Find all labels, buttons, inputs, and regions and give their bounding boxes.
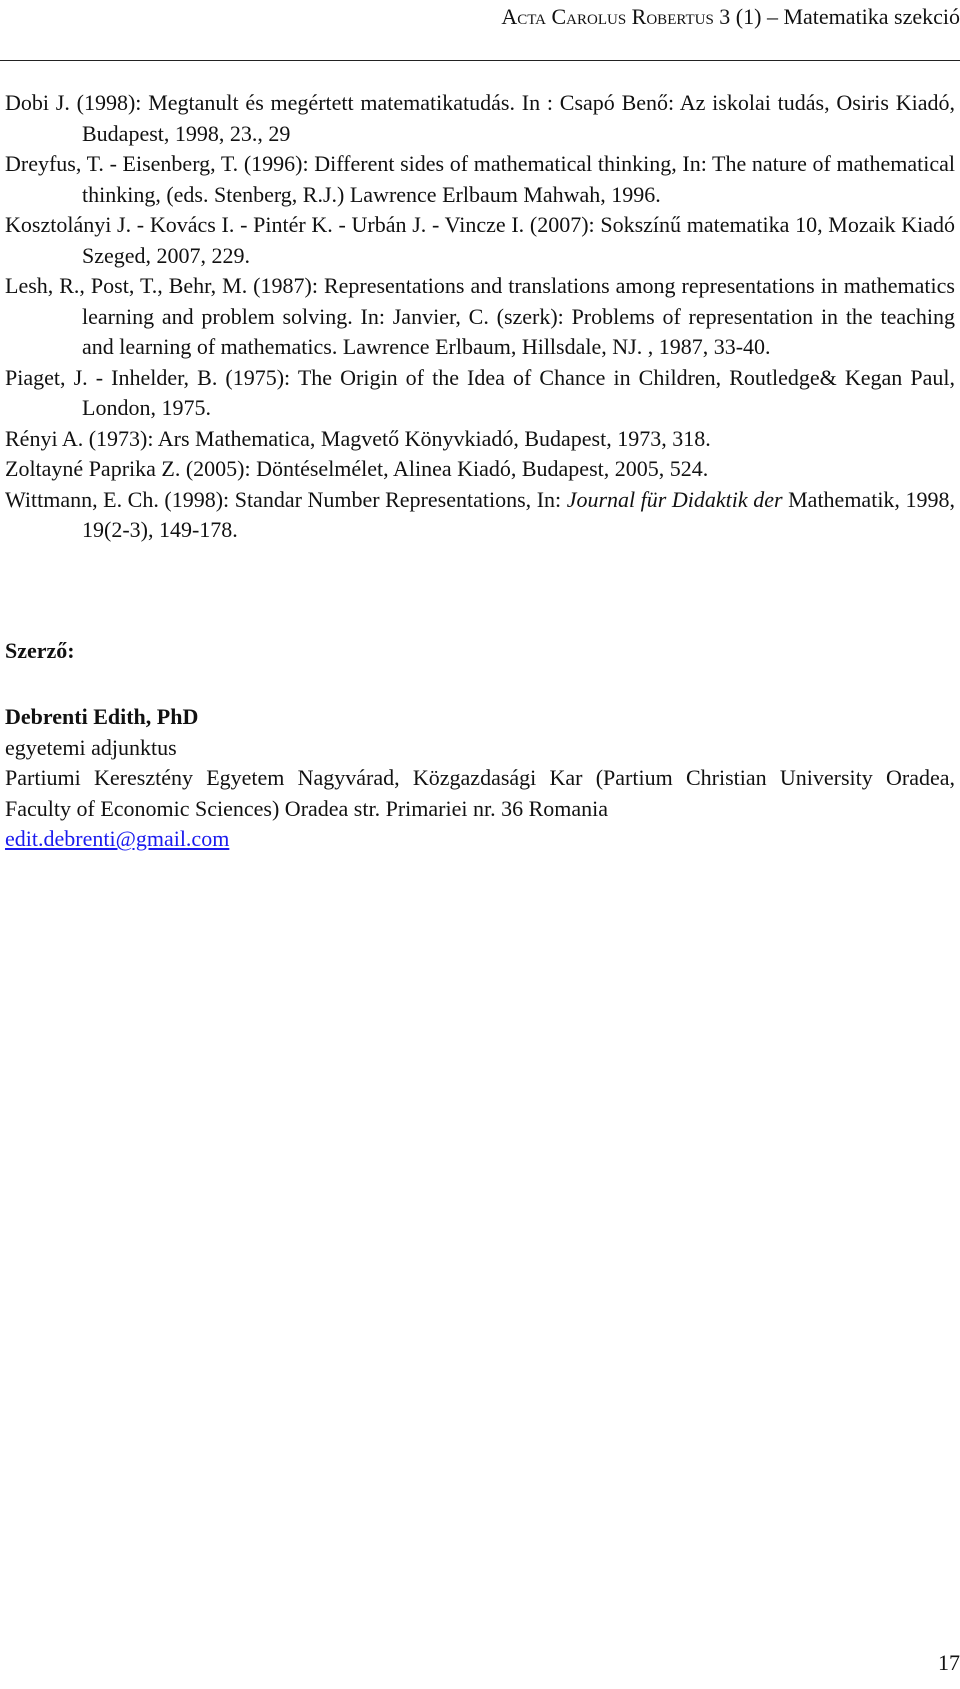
journal-name: Acta Carolus Robertus 3 (1) — [501, 4, 762, 29]
author-affiliation: Partiumi Keresztény Egyetem Nagyvárad, Közgazdasági Kar (Partium Christian University Oradea, Faculty of Economic Sciences) Oradea str. Primariei nr. 36 Romania — [5, 765, 955, 821]
reference-text: Wittmann, E. Ch. (1998): Standar Number Representations, In: — [5, 486, 567, 512]
header-title — [501, 4, 960, 30]
reference-list — [5, 88, 955, 546]
reference-item: Dreyfus, T. - Eisenberg, T. (1996): Different sides of mathematical thinking, In: The nature of mathematical thinking, (eds. Stenberg, R.J.) Lawrence Erlbaum Mahwah, 1996. — [5, 151, 955, 207]
author-name: Debrenti Edith, PhD — [5, 704, 199, 729]
section-name: Matematika szekció — [783, 4, 960, 29]
reference-item: Kosztolányi J. - Kovács I. - Pintér K. - Urbán J. - Vincze I. (2007): Sokszínű matematika 10, Mozaik Kiadó Szeged, 2007, 229. — [5, 212, 955, 268]
reference-item: Zoltayné Paprika Z. (2005): Döntéselmélet, Alinea Kiadó, Budapest, 2005, 524. — [5, 456, 709, 481]
author-heading: Szerző: — [5, 638, 75, 663]
author-block — [5, 702, 955, 855]
header-rule — [0, 60, 960, 61]
reference-item: Dobi J. (1998): Megtanult és megértett matematikatudás. In : Csapó Benő: Az iskolai tudás, Osiris Kiadó, Budapest, 1998, 23., 29 — [5, 90, 955, 146]
running-header — [0, 0, 960, 62]
reference-item-wittmann — [5, 485, 955, 546]
reference-item: Rényi A. (1973): Ars Mathematica, Magvető Könyvkiadó, Budapest, 1973, 318. — [5, 425, 711, 451]
reference-text: Mathematik, 1998, 19(2-3), 149-178. — [82, 486, 955, 542]
journal-title: Journal für Didaktik der — [566, 486, 783, 512]
reference-item: Lesh, R., Post, T., Behr, M. (1987): Representations and translations among representations in mathematics learning and problem solving. In: Janvier, C. (szerk): Problems of representation in the teaching and learning of mathematics. Lawrence Erlbaum, Hillsdale, NJ. , 1987, 33-40. — [5, 273, 955, 359]
author-email-link[interactable]: edit.debrenti@gmail.com — [5, 826, 230, 851]
header-separator: – — [761, 4, 784, 29]
author-position: egyetemi adjunktus — [5, 734, 177, 760]
page-number: 17 — [938, 1650, 960, 1675]
reference-item: Piaget, J. - Inhelder, B. (1975): The Origin of the Idea of Chance in Children, Routledge& Kegan Paul, London, 1975. — [5, 364, 955, 420]
